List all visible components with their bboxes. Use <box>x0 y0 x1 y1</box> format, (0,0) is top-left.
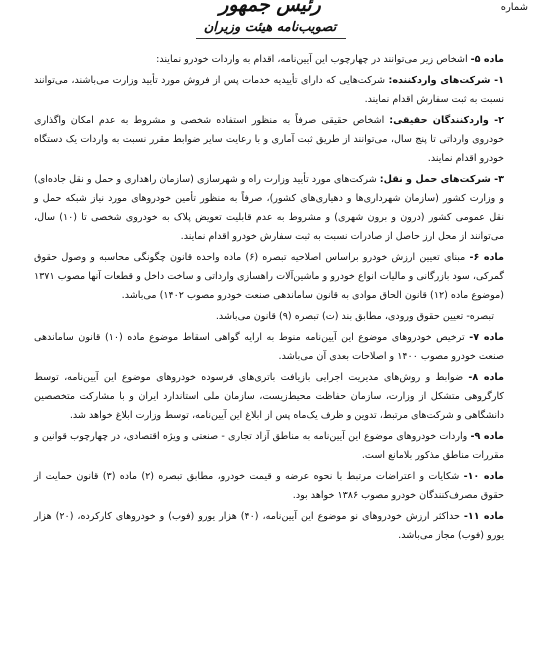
paragraph-text: شرکت‌هایی که دارای تأییدیه خدمات پس از فروش مورد تأیید وزارت می‌باشند، می‌توانند نسبت به ثبت سفارش اقدام نمایند. <box>34 75 504 105</box>
paragraph-article-8 <box>34 368 504 425</box>
paragraph-article-7 <box>34 328 504 366</box>
paragraph-heading: ۱- شرکت‌های واردکننده: <box>388 75 505 86</box>
paragraph-heading: ماده ۷- <box>469 332 504 343</box>
paragraph-article-6 <box>34 248 504 305</box>
cabinet-resolution-title: تصویب‌نامه هیئت وزیران <box>203 20 337 35</box>
paragraph-heading: ۲- واردکنندگان حقیقی: <box>389 115 504 126</box>
paragraph-article-11 <box>34 507 504 545</box>
title-underline <box>196 38 346 39</box>
paragraph-text: مبنای تعیین ارزش خودرو براساس اصلاحیه تبصره (۶) ماده واحده قانون چگونگی محاسبه و وصول حقوق گمرکی، سود بازرگانی و مالیات انواع خودرو و ماشین‌آلات راهسازی وارداتی و ساخت داخل و قطعات آنها مصوب ۱۳۷۱ (موضوع ماده (۱۲) قانون الحاق موادی به قانون ساماندهی صنعت خودرو مصوب ۱۴۰۲) می‌باشد. <box>34 252 504 301</box>
paragraph-text: اشخاص حقیقی صرفاً به منظور استفاده شخصی و مشروط به عدم امکان واگذاری خودروی وارداتی تا پنج سال، می‌توانند از طریق ثبت آماری و با رعایت سایر ضوابط مقرر نسبت به واردات یک دستگاه خودرو اقدام نمایند. <box>34 115 504 164</box>
president-logo-text: رئیس جمهور <box>219 0 321 16</box>
paragraph-heading: ماده ۱۱- <box>463 511 504 522</box>
paragraph-article-9 <box>34 427 504 465</box>
paragraph-heading: ماده ۱۰- <box>463 471 504 482</box>
paragraph-text: حداکثر ارزش خودروهای نو موضوع این آیین‌نامه، (۴۰) هزار یورو (فوب) و خودروهای کارکرده، (۲۰) هزار یورو (فوب) مجاز می‌باشد. <box>34 511 504 541</box>
paragraph-heading: ۳- شرکت‌های حمل و نقل: <box>379 174 505 185</box>
paragraph-article-5 <box>34 50 504 69</box>
paragraph-heading: ماده ۸- <box>468 372 504 383</box>
paragraph-text: ضوابط و روش‌های مدیریت اجرایی بازیافت باتری‌های فرسوده خودروهای موضوع این آیین‌نامه، توسط کارگروهی متشکل از وزارت، سازمان حفاظت محیط‌زیست، سازمان ملی استاندارد ایران و با مشارکت متخصصین دانشگاهی و شرکت‌های مرتبط، تدوین و ظرف یک‌ماه پس از ابلاغ این آیین‌نامه، توسط وزارت ابلاغ خواهد شد. <box>34 372 504 421</box>
paragraph-heading: ماده ۶- <box>469 252 504 263</box>
paragraph-transport-companies <box>34 170 504 246</box>
paragraph-individual-importers <box>34 111 504 168</box>
paragraph-heading: ماده ۵- <box>470 54 504 65</box>
paragraph-text: شرکت‌های مورد تأیید وزارت راه و شهرسازی (سازمان راهداری و حمل و نقل جاده‌ای) و وزارت کشور (سازمان شهرداری‌ها و دهیاری‌های کشور)، صرفاً به منظور تأمین خودروهای مورد نیاز شبکه حمل و نقل عمومی کشور (درون و برون شهری) و مشروط به عدم قابلیت تعویض پلاک به خودروی شخصی تا (۱۰) سال، می‌توانند از محل ارز حاصل از صادرات نسبت به ثبت سفارش خودرو اقدام نمایند. <box>34 174 504 242</box>
paragraph-article-10 <box>34 467 504 505</box>
paragraph-note <box>34 307 504 326</box>
number-label: شماره <box>500 2 528 13</box>
paragraph-text: ترخیص خودروهای موضوع این آیین‌نامه منوط به ارایه گواهی اسقاط موضوع ماده (۱۰) قانون ساماندهی صنعت خودرو مصوب ۱۴۰۰ و اصلاحات بعدی آن می‌باشد. <box>34 332 504 362</box>
document-body <box>34 50 504 642</box>
paragraph-importing-companies <box>34 71 504 109</box>
paragraph-text: واردات خودروهای موضوع این آیین‌نامه به مناطق آزاد تجاری - صنعتی و ویژه اقتصادی، در چهارچوب قوانین و مقررات مناطق مذکور بلامانع است. <box>34 431 504 461</box>
paragraph-text: شکایات و اعتراضات مرتبط با نحوه عرضه و قیمت خودرو، مطابق تبصره (۲) ماده (۳) قانون حمایت از حقوق مصرف‌کنندگان خودرو مصوب ۱۳۸۶ خواهد بود. <box>34 471 504 501</box>
document-header <box>0 0 534 46</box>
paragraph-heading: ماده ۹- <box>470 431 504 442</box>
paragraph-text: اشخاص زیر می‌توانند در چهارچوب این آیین‌نامه، اقدام به واردات خودرو نمایند: <box>156 54 471 65</box>
paragraph-text: تبصره- تعیین حقوق ورودی، مطابق بند (ت) تبصره (۹) قانون می‌باشد. <box>215 311 494 322</box>
